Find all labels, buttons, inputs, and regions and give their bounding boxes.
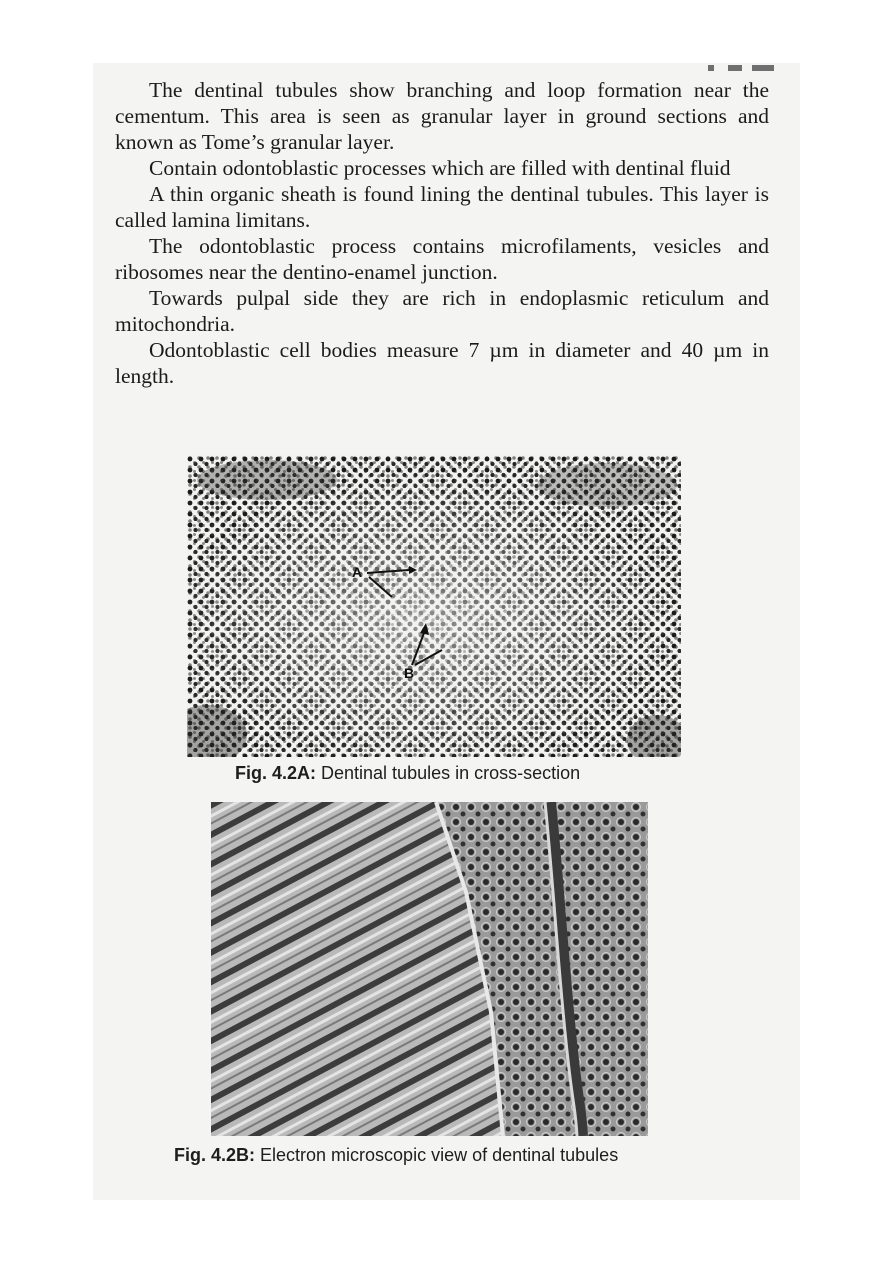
figure-4-2a-caption-label: Fig. 4.2A: <box>235 763 317 783</box>
paragraph-tome-granular-layer: The dentinal tubules show branching and loop formation near the cementum. This area is seen as granular layer in ground sections and known as Tome’s granular layer. <box>115 78 769 154</box>
label-a: A <box>352 564 363 580</box>
paragraph-odontoblastic-processes: Contain odontoblastic processes which are filled with dentinal fluid <box>149 156 731 180</box>
book-page <box>93 63 800 1200</box>
paragraph-cell-bodies: Odontoblastic cell bodies measure 7 µm in diameter and 40 µm in length. <box>115 338 769 388</box>
paragraph-microfilaments: The odontoblastic process contains microfilaments, vesicles and ribosomes near the dentino-enamel junction. <box>115 234 769 284</box>
page-corner-mark <box>708 63 778 73</box>
figure-4-2a-caption <box>235 763 580 784</box>
paragraph-pulpal-side: Towards pulpal side they are rich in endoplasmic reticulum and mitochondria. <box>115 286 769 336</box>
tubules-cross-section-micrograph <box>187 455 681 757</box>
figure-4-2b-caption <box>174 1145 618 1166</box>
figure-4-2a-image <box>187 455 681 757</box>
figure-4-2b-image <box>211 802 648 1136</box>
body-text <box>115 77 769 389</box>
label-b: B <box>404 665 415 681</box>
figure-4-2b-caption-text: Electron microscopic view of dentinal tubules <box>255 1145 619 1165</box>
figure-4-2a-caption-text: Dentinal tubules in cross-section <box>316 763 581 783</box>
electron-micrograph <box>211 802 648 1136</box>
paragraph-lamina-limitans: A thin organic sheath is found lining the dentinal tubules. This layer is called lamina limitans. <box>115 182 769 232</box>
figure-4-2b-caption-label: Fig. 4.2B: <box>174 1145 256 1165</box>
